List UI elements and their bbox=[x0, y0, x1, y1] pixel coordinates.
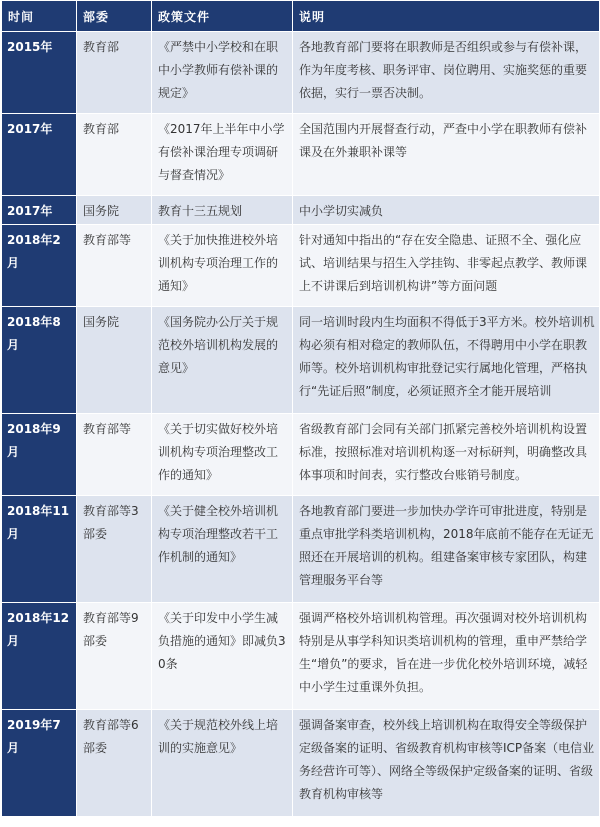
cell-desc: 强调严格校外培训机构管理。再次强调对校外培训机构特别是从事学科知识类培训机构的管理，重申严禁给学生“增负”的要求，旨在进一步优化校外培训环境，减轻中小学生过重课外负担。 bbox=[293, 603, 600, 710]
cell-desc: 强调备案审查，校外线上培训机构在取得安全等级保护定级备案的证明、省级教育机构审核等ICP备案（电信业务经营许可等）、网络全等级保护定级备案的证明、省级教育机构审核等 bbox=[293, 710, 600, 817]
table-row bbox=[2, 710, 600, 817]
header-time: 时间 bbox=[2, 1, 77, 32]
cell-time: 2017年 bbox=[2, 196, 77, 225]
cell-dept: 教育部 bbox=[77, 114, 152, 196]
policy-table bbox=[1, 0, 600, 817]
cell-dept: 国务院 bbox=[77, 196, 152, 225]
cell-doc: 《2017年上半年中小学有偿补课治理专项调研与督查情况》 bbox=[152, 114, 293, 196]
cell-time: 2015年 bbox=[2, 32, 77, 114]
table-row bbox=[2, 114, 600, 196]
cell-time: 2018年9月 bbox=[2, 414, 77, 496]
cell-doc: 教育十三五规划 bbox=[152, 196, 293, 225]
cell-time: 2018年12月 bbox=[2, 603, 77, 710]
cell-doc: 《国务院办公厅关于规范校外培训机构发展的意见》 bbox=[152, 307, 293, 414]
cell-doc: 《关于健全校外培训机构专项治理整改若干工作机制的通知》 bbox=[152, 496, 293, 603]
cell-dept: 国务院 bbox=[77, 307, 152, 414]
header-dept: 部委 bbox=[77, 1, 152, 32]
cell-desc: 省级教育部门会同有关部门抓紧完善校外培训机构设置标准，按照标准对培训机构逐一对标研判，明确整改具体事项和时间表，实行整改台账销号制度。 bbox=[293, 414, 600, 496]
cell-dept: 教育部等9部委 bbox=[77, 603, 152, 710]
cell-dept: 教育部等 bbox=[77, 225, 152, 307]
cell-doc: 《关于切实做好校外培训机构专项治理整改工作的通知》 bbox=[152, 414, 293, 496]
cell-doc: 《关于印发中小学生减负措施的通知》即减负30条 bbox=[152, 603, 293, 710]
cell-doc: 《关于规范校外线上培训的实施意见》 bbox=[152, 710, 293, 817]
cell-desc: 各地教育部门要将在职教师是否组织或参与有偿补课，作为年度考核、职务评审、岗位聘用、实施奖惩的重要依据，实行一票否决制。 bbox=[293, 32, 600, 114]
cell-time: 2018年2月 bbox=[2, 225, 77, 307]
cell-time: 2017年 bbox=[2, 114, 77, 196]
table-row bbox=[2, 496, 600, 603]
cell-time: 2018年8月 bbox=[2, 307, 77, 414]
cell-desc: 各地教育部门要进一步加快办学许可审批进度，特别是重点审批学科类培训机构，2018年底前不能存在无证无照还在开展培训的机构。组建备案审核专家团队，构建管理服务平台等 bbox=[293, 496, 600, 603]
table-row bbox=[2, 32, 600, 114]
cell-dept: 教育部等6部委 bbox=[77, 710, 152, 817]
cell-time: 2019年7月 bbox=[2, 710, 77, 817]
table-row bbox=[2, 603, 600, 710]
cell-dept: 教育部等 bbox=[77, 414, 152, 496]
table-row bbox=[2, 307, 600, 414]
cell-doc: 《严禁中小学校和在职中小学教师有偿补课的规定》 bbox=[152, 32, 293, 114]
cell-desc: 针对通知中指出的“存在安全隐患、证照不全、强化应试、培训结果与招生入学挂钩、非零起点教学、教师课上不讲课后到培训机构讲”等方面问题 bbox=[293, 225, 600, 307]
table-row bbox=[2, 225, 600, 307]
cell-dept: 教育部等3部委 bbox=[77, 496, 152, 603]
cell-desc: 中小学切实减负 bbox=[293, 196, 600, 225]
cell-desc: 全国范围内开展督查行动，严查中小学在职教师有偿补课及在外兼职补课等 bbox=[293, 114, 600, 196]
header-row bbox=[2, 1, 600, 32]
header-desc: 说明 bbox=[293, 1, 600, 32]
table-row bbox=[2, 196, 600, 225]
cell-doc: 《关于加快推进校外培训机构专项治理工作的通知》 bbox=[152, 225, 293, 307]
cell-time: 2018年11月 bbox=[2, 496, 77, 603]
cell-desc: 同一培训时段内生均面积不得低于3平方米。校外培训机构必须有相对稳定的教师队伍，不得聘用中小学在职教师等。校外培训机构审批登记实行属地化管理，严格执行“先证后照”制度，必须证照齐全才能开展培训 bbox=[293, 307, 600, 414]
header-doc: 政策文件 bbox=[152, 1, 293, 32]
table-row bbox=[2, 414, 600, 496]
cell-dept: 教育部 bbox=[77, 32, 152, 114]
